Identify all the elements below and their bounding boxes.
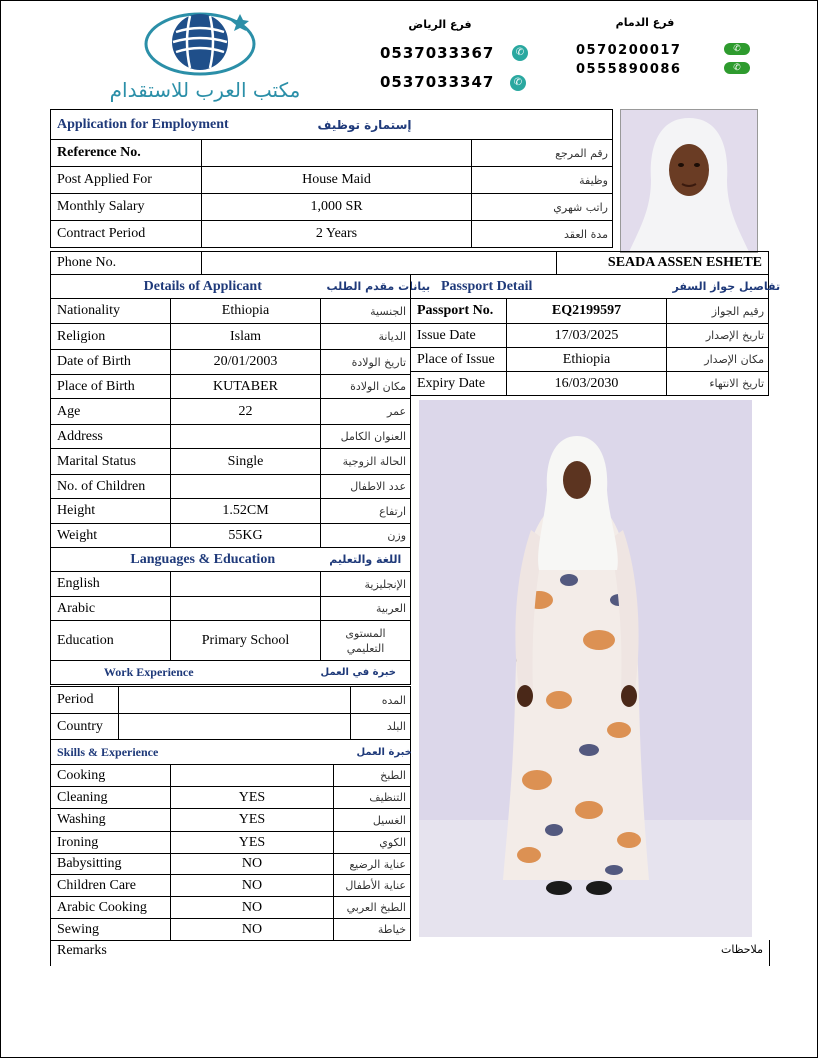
height-value: 1.52CM (171, 499, 321, 524)
dammam-branch-title: فرع الدمام (615, 16, 675, 29)
children-label-ar: عدد الاطفال (321, 475, 411, 499)
children-care-label-ar: عناية الأطفال (334, 875, 411, 897)
riyadh-phone-2: 0537033347 (380, 73, 495, 91)
skills-table (50, 764, 411, 941)
work-experience-title: Work Experience (51, 661, 321, 685)
cooking-label-ar: الطبخ (334, 765, 411, 787)
weight-value: 55KG (171, 524, 321, 548)
passport-table (410, 274, 781, 396)
babysitting-value: NO (171, 854, 334, 875)
contract-label-ar: مدة العقد (472, 221, 613, 248)
passport-title: Passport Detail (411, 275, 667, 299)
applicant-details-title: Details of Applicant (51, 275, 321, 299)
nationality-label-ar: الجنسية (321, 299, 411, 324)
place-of-issue-label-ar: مكان الإصدار (667, 348, 769, 372)
english-label: English (51, 572, 171, 597)
applicant-name: SEADA ASSEN ESHETE (557, 252, 769, 275)
ironing-label: Ironing (51, 832, 171, 854)
babysitting-label-ar: عناية الرضيع (334, 854, 411, 875)
phone-icon: ✆ (724, 62, 750, 74)
country-label-ar: البلد (351, 714, 411, 740)
issue-date-label-ar: تاريخ الإصدار (667, 324, 769, 348)
sewing-value: NO (171, 919, 334, 941)
marital-status-label-ar: الحالة الزوجية (321, 449, 411, 475)
skills-title: Skills & Experience (51, 740, 351, 765)
post-value: House Maid (202, 167, 472, 194)
passport-title-ar: تفاصيل جواز السفر (667, 275, 769, 299)
arabic-cooking-label-ar: الطبخ العربي (334, 897, 411, 919)
place-of-birth-label-ar: مكان الولادة (321, 375, 411, 399)
languages-title-ar: اللغة والتعليم (321, 548, 411, 572)
languages-title: Languages & Education (51, 548, 321, 572)
washing-value: YES (171, 809, 334, 832)
place-of-issue-value: Ethiopia (507, 348, 667, 372)
address-value (171, 425, 321, 449)
place-of-issue-label: Place of Issue (411, 348, 507, 372)
cleaning-label: Cleaning (51, 787, 171, 809)
riyadh-phone-1: 0537033367 (380, 44, 495, 62)
ironing-label-ar: الكوي (334, 832, 411, 854)
children-care-label: Children Care (51, 875, 171, 897)
issue-date-value: 17/03/2025 (507, 324, 667, 348)
whatsapp-icon: ✆ (510, 75, 526, 91)
sewing-label-ar: خياطة (334, 919, 411, 941)
period-label: Period (51, 687, 119, 714)
address-label: Address (51, 425, 171, 449)
phone-value (202, 252, 557, 275)
country-label: Country (51, 714, 119, 740)
work-experience-table (50, 686, 411, 765)
expiry-date-label-ar: تاريخ الانتهاء (667, 372, 769, 396)
remarks-label-ar: ملاحظات (721, 943, 763, 956)
application-title-ar: إستمارة توظيف (202, 110, 472, 140)
phone-label: Phone No. (51, 252, 202, 275)
post-label-ar: وظيفة (472, 167, 613, 194)
religion-value: Islam (171, 324, 321, 350)
post-label: Post Applied For (51, 167, 202, 194)
office-name: مكتب العرب للاستقدام (109, 78, 301, 102)
applicant-details-title-ar: بيانات مقدم الطلب (321, 275, 411, 299)
salary-value: 1,000 SR (202, 194, 472, 221)
salary-label-ar: راتب شهري (472, 194, 613, 221)
expiry-date-value: 16/03/2030 (507, 372, 667, 396)
passport-no-value: EQ2199597 (507, 299, 667, 324)
height-label-ar: ارتفاع (321, 499, 411, 524)
phone-icon: ✆ (724, 43, 750, 55)
english-value (171, 572, 321, 597)
children-care-value: NO (171, 875, 334, 897)
expiry-date-label: Expiry Date (411, 372, 507, 396)
arabic-cooking-value: NO (171, 897, 334, 919)
nationality-label: Nationality (51, 299, 171, 324)
arabic-value (171, 597, 321, 621)
ironing-value: YES (171, 832, 334, 854)
applicant-details-table (50, 274, 431, 685)
work-experience-title-ar: خبرة في العمل (321, 661, 411, 685)
address-label-ar: العنوان الكامل (321, 425, 411, 449)
religion-label: Religion (51, 324, 171, 350)
remarks-label: Remarks (57, 943, 107, 958)
country-value (119, 714, 351, 740)
place-of-birth-value: KUTABER (171, 375, 321, 399)
period-value (119, 687, 351, 714)
arabic-label: Arabic (51, 597, 171, 621)
cooking-label: Cooking (51, 765, 171, 787)
weight-label: Weight (51, 524, 171, 548)
babysitting-label: Babysitting (51, 854, 171, 875)
whatsapp-icon: ✆ (512, 45, 528, 61)
reference-label-ar: رقم المرجع (472, 140, 613, 167)
reference-label: Reference No. (51, 140, 202, 167)
children-label: No. of Children (51, 475, 171, 499)
age-label: Age (51, 399, 171, 425)
age-value: 22 (171, 399, 321, 425)
education-label-ar: المستوى التعليمي (321, 621, 411, 661)
children-value (171, 475, 321, 499)
phone-name-row (50, 251, 769, 275)
dammam-phone-1: 0570200017 (576, 43, 682, 58)
education-label: Education (51, 621, 171, 661)
cleaning-value: YES (171, 787, 334, 809)
contract-value: 2 Years (202, 221, 472, 248)
age-label-ar: عمر (321, 399, 411, 425)
dammam-phone-2: 0555890086 (576, 62, 682, 77)
sewing-label: Sewing (51, 919, 171, 941)
salary-label: Monthly Salary (51, 194, 202, 221)
cleaning-label-ar: التنظيف (334, 787, 411, 809)
dob-label-ar: تاريخ الولادة (321, 350, 411, 375)
marital-status-value: Single (171, 449, 321, 475)
arabic-cooking-label: Arabic Cooking (51, 897, 171, 919)
contract-label: Contract Period (51, 221, 202, 248)
height-label: Height (51, 499, 171, 524)
weight-label-ar: وزن (321, 524, 411, 548)
education-value: Primary School (171, 621, 321, 661)
marital-status-label: Marital Status (51, 449, 171, 475)
place-of-birth-label: Place of Birth (51, 375, 171, 399)
english-label-ar: الإنجليزية (321, 572, 411, 597)
nationality-value: Ethiopia (171, 299, 321, 324)
dob-label: Date of Birth (51, 350, 171, 375)
application-title: Application for Employment (51, 110, 202, 140)
cooking-value (171, 765, 334, 787)
riyadh-branch-title: فرع الرياض (408, 18, 472, 31)
religion-label-ar: الديانة (321, 324, 411, 350)
portrait-photo (620, 109, 758, 253)
full-body-photo (419, 400, 752, 937)
washing-label-ar: الغسيل (334, 809, 411, 832)
skills-title-ar: خبرة العمل (351, 740, 411, 765)
issue-date-label: Issue Date (411, 324, 507, 348)
application-table (50, 109, 613, 248)
passport-no-label-ar: رقيم الجواز (667, 299, 769, 324)
period-label-ar: المده (351, 687, 411, 714)
remarks-row (50, 940, 770, 966)
washing-label: Washing (51, 809, 171, 832)
arabic-label-ar: العربية (321, 597, 411, 621)
office-logo (140, 6, 260, 78)
reference-value (202, 140, 472, 167)
dob-value: 20/01/2003 (171, 350, 321, 375)
passport-no-label: Passport No. (411, 299, 507, 324)
